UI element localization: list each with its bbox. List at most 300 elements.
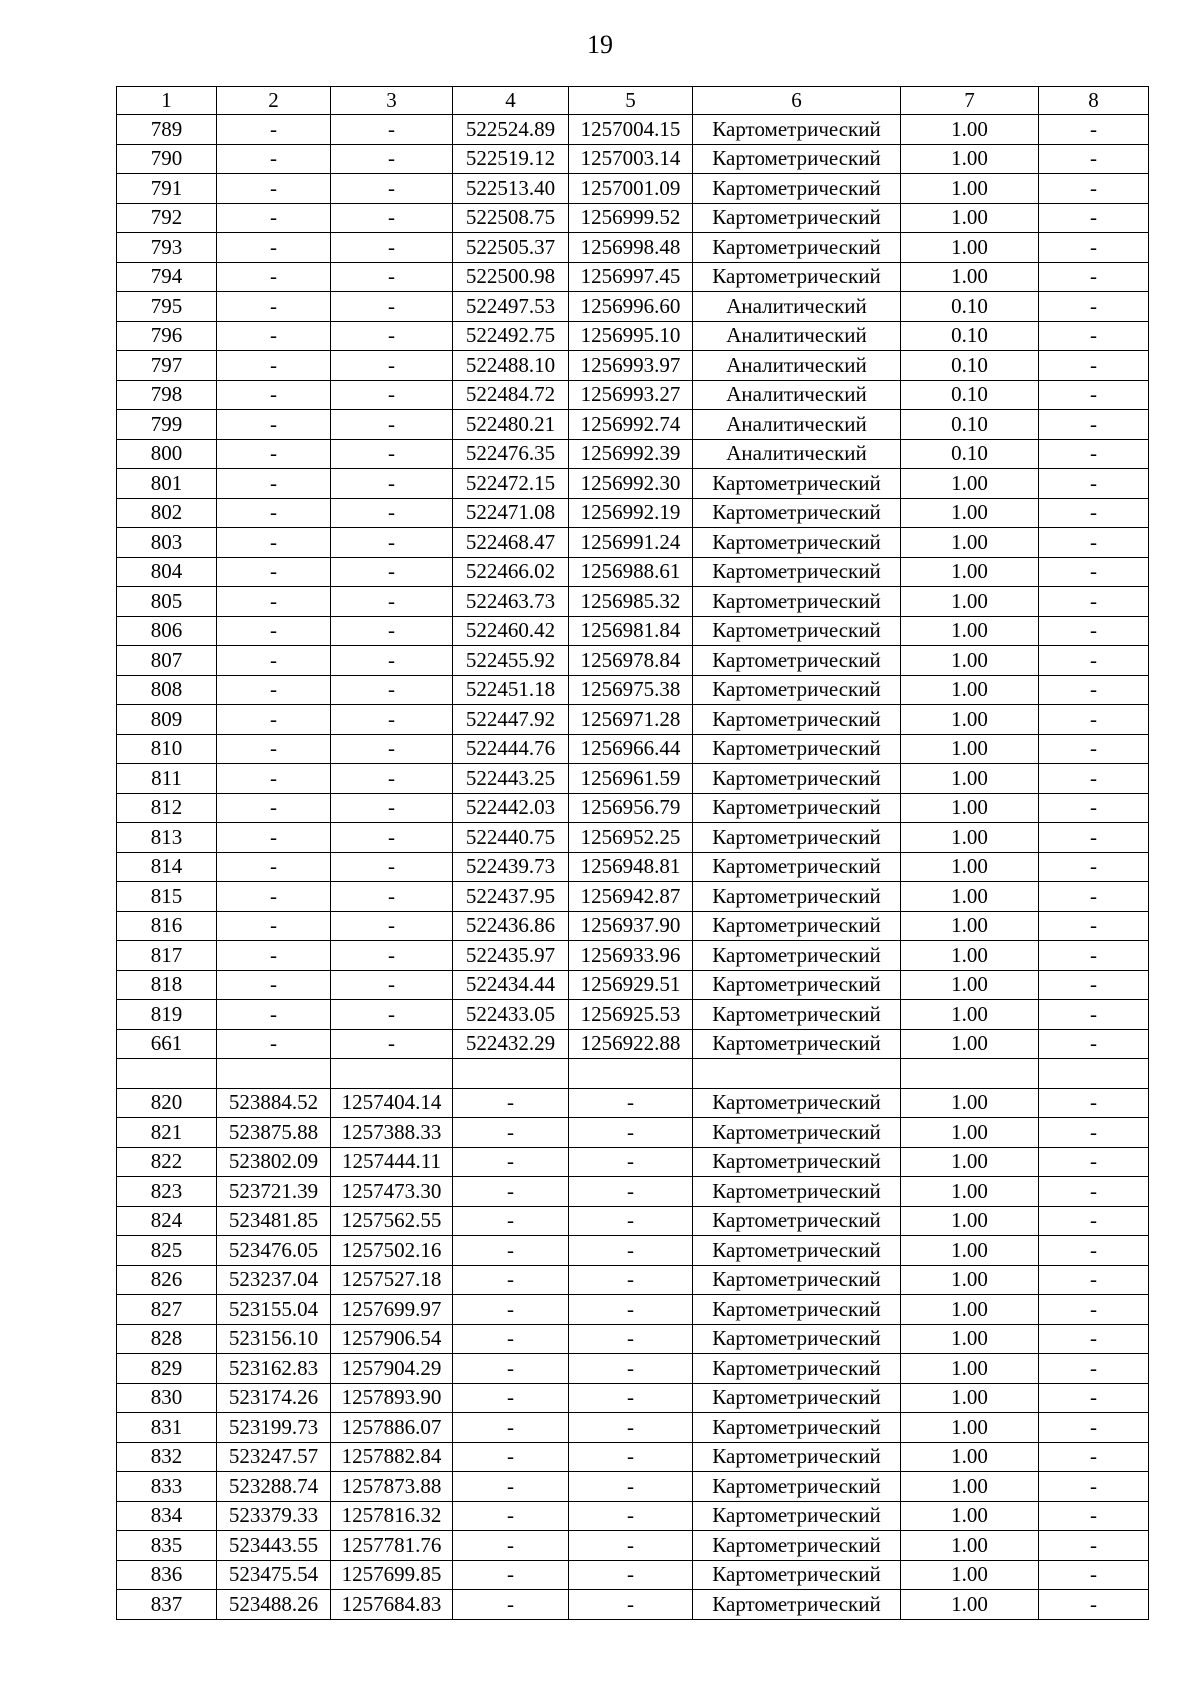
cell-col-3: - — [331, 262, 453, 292]
cell-col-2: 523174.26 — [217, 1383, 331, 1413]
table-row — [117, 1029, 1149, 1059]
point-number: 830 — [117, 1383, 217, 1413]
method-cell: Картометрический — [693, 1354, 901, 1384]
cell-col-4: 522524.89 — [453, 115, 569, 145]
table-row — [117, 233, 1149, 263]
accuracy-cell: 1.00 — [901, 616, 1039, 646]
cell-col-2: 523443.55 — [217, 1531, 331, 1561]
cell-col-8: - — [1039, 646, 1149, 676]
accuracy-cell: 1.00 — [901, 1501, 1039, 1531]
accuracy-cell: 1.00 — [901, 646, 1039, 676]
table-row — [117, 380, 1149, 410]
cell-col-2: - — [217, 262, 331, 292]
accuracy-cell: 1.00 — [901, 1295, 1039, 1325]
accuracy-cell: 1.00 — [901, 1206, 1039, 1236]
cell-col-8: - — [1039, 351, 1149, 381]
table-header-row — [117, 87, 1149, 115]
point-number: 828 — [117, 1324, 217, 1354]
method-cell: Картометрический — [693, 1531, 901, 1561]
cell-col-3: - — [331, 587, 453, 617]
cell-col-2: 523156.10 — [217, 1324, 331, 1354]
cell-col-5: 1257001.09 — [569, 174, 693, 204]
cell-col-8: - — [1039, 587, 1149, 617]
cell-col-5: - — [569, 1147, 693, 1177]
method-cell: Картометрический — [693, 1442, 901, 1472]
cell-col-3: - — [331, 380, 453, 410]
point-number: 800 — [117, 439, 217, 469]
cell-col-4: 522508.75 — [453, 203, 569, 233]
cell-col-8: - — [1039, 1000, 1149, 1030]
point-number: 661 — [117, 1029, 217, 1059]
cell-col-8: - — [1039, 734, 1149, 764]
cell-col-8: - — [1039, 823, 1149, 853]
cell-col-2: - — [217, 144, 331, 174]
accuracy-cell: 1.00 — [901, 469, 1039, 499]
cell-col-4: - — [453, 1118, 569, 1148]
point-number: 789 — [117, 115, 217, 145]
cell-col-8: - — [1039, 1531, 1149, 1561]
accuracy-cell: 0.10 — [901, 321, 1039, 351]
cell-col-8: - — [1039, 1088, 1149, 1118]
column-header: 8 — [1039, 87, 1149, 115]
table-row — [117, 321, 1149, 351]
cell-col-4: - — [453, 1206, 569, 1236]
method-cell: Картометрический — [693, 233, 901, 263]
cell-col-3: - — [331, 528, 453, 558]
point-number: 806 — [117, 616, 217, 646]
cell-col-5: - — [569, 1560, 693, 1590]
point-number: 818 — [117, 970, 217, 1000]
cell-col-3 — [331, 1059, 453, 1089]
method-cell: Картометрический — [693, 852, 901, 882]
cell-col-2: 523481.85 — [217, 1206, 331, 1236]
table-row — [117, 941, 1149, 971]
cell-col-2: - — [217, 882, 331, 912]
cell-col-2: 523379.33 — [217, 1501, 331, 1531]
cell-col-4: 522433.05 — [453, 1000, 569, 1030]
cell-col-5: - — [569, 1383, 693, 1413]
table-row — [117, 1442, 1149, 1472]
point-number: 793 — [117, 233, 217, 263]
accuracy-cell: 1.00 — [901, 852, 1039, 882]
cell-col-4: - — [453, 1354, 569, 1384]
cell-col-4: 522455.92 — [453, 646, 569, 676]
cell-col-5: - — [569, 1442, 693, 1472]
point-number: 791 — [117, 174, 217, 204]
cell-col-8: - — [1039, 970, 1149, 1000]
cell-col-3: - — [331, 144, 453, 174]
accuracy-cell: 1.00 — [901, 1265, 1039, 1295]
cell-col-4: 522432.29 — [453, 1029, 569, 1059]
accuracy-cell: 1.00 — [901, 911, 1039, 941]
cell-col-4: 522440.75 — [453, 823, 569, 853]
cell-col-4: - — [453, 1324, 569, 1354]
cell-col-8: - — [1039, 882, 1149, 912]
cell-col-8: - — [1039, 1590, 1149, 1620]
cell-col-3: 1257562.55 — [331, 1206, 453, 1236]
column-header: 3 — [331, 87, 453, 115]
cell-col-2: - — [217, 410, 331, 440]
cell-col-8: - — [1039, 1413, 1149, 1443]
cell-col-4: 522497.53 — [453, 292, 569, 322]
cell-col-8: - — [1039, 528, 1149, 558]
method-cell: Картометрический — [693, 144, 901, 174]
cell-col-4: 522442.03 — [453, 793, 569, 823]
cell-col-5: - — [569, 1501, 693, 1531]
cell-col-3: 1257816.32 — [331, 1501, 453, 1531]
cell-col-3: - — [331, 439, 453, 469]
cell-col-5: - — [569, 1265, 693, 1295]
cell-col-8: - — [1039, 911, 1149, 941]
cell-col-2: 523802.09 — [217, 1147, 331, 1177]
cell-col-2: - — [217, 646, 331, 676]
table-row — [117, 1265, 1149, 1295]
point-number: 803 — [117, 528, 217, 558]
cell-col-2: - — [217, 115, 331, 145]
table-row — [117, 1059, 1149, 1089]
cell-col-3: - — [331, 351, 453, 381]
cell-col-5: 1256981.84 — [569, 616, 693, 646]
accuracy-cell: 1.00 — [901, 557, 1039, 587]
method-cell: Картометрический — [693, 705, 901, 735]
cell-col-3: 1257893.90 — [331, 1383, 453, 1413]
method-cell: Картометрический — [693, 1501, 901, 1531]
cell-col-5: 1256992.74 — [569, 410, 693, 440]
cell-col-3: 1257388.33 — [331, 1118, 453, 1148]
cell-col-3: 1257699.97 — [331, 1295, 453, 1325]
cell-col-3: - — [331, 498, 453, 528]
method-cell: Картометрический — [693, 1236, 901, 1266]
cell-col-2: - — [217, 764, 331, 794]
cell-col-5: - — [569, 1118, 693, 1148]
table-row — [117, 1531, 1149, 1561]
method-cell: Картометрический — [693, 528, 901, 558]
cell-col-5 — [569, 1059, 693, 1089]
method-cell: Картометрический — [693, 793, 901, 823]
table-row — [117, 970, 1149, 1000]
point-number: 836 — [117, 1560, 217, 1590]
cell-col-3: - — [331, 970, 453, 1000]
cell-col-3: 1257886.07 — [331, 1413, 453, 1443]
cell-col-5: - — [569, 1324, 693, 1354]
cell-col-3: 1257904.29 — [331, 1354, 453, 1384]
accuracy-cell: 1.00 — [901, 1413, 1039, 1443]
cell-col-8: - — [1039, 1472, 1149, 1502]
cell-col-8 — [1039, 1059, 1149, 1089]
cell-col-3: - — [331, 941, 453, 971]
method-cell: Картометрический — [693, 1206, 901, 1236]
table-row — [117, 1354, 1149, 1384]
cell-col-8: - — [1039, 380, 1149, 410]
cell-col-2: - — [217, 823, 331, 853]
cell-col-2: 523155.04 — [217, 1295, 331, 1325]
cell-col-3: - — [331, 203, 453, 233]
cell-col-2: - — [217, 498, 331, 528]
point-number: 812 — [117, 793, 217, 823]
cell-col-8: - — [1039, 1147, 1149, 1177]
method-cell: Картометрический — [693, 1177, 901, 1207]
method-cell: Картометрический — [693, 469, 901, 499]
method-cell: Картометрический — [693, 174, 901, 204]
cell-col-8: - — [1039, 1324, 1149, 1354]
cell-col-3: 1257873.88 — [331, 1472, 453, 1502]
point-number: 809 — [117, 705, 217, 735]
accuracy-cell: 1.00 — [901, 262, 1039, 292]
cell-col-2: - — [217, 469, 331, 499]
method-cell: Картометрический — [693, 1413, 901, 1443]
column-header: 4 — [453, 87, 569, 115]
cell-col-4: - — [453, 1413, 569, 1443]
cell-col-5: - — [569, 1236, 693, 1266]
cell-col-3: - — [331, 233, 453, 263]
method-cell: Картометрический — [693, 1088, 901, 1118]
cell-col-5: 1256925.53 — [569, 1000, 693, 1030]
cell-col-3: - — [331, 823, 453, 853]
method-cell: Картометрический — [693, 970, 901, 1000]
point-number — [117, 1059, 217, 1089]
cell-col-4: 522436.86 — [453, 911, 569, 941]
point-number: 804 — [117, 557, 217, 587]
cell-col-2: - — [217, 852, 331, 882]
cell-col-8: - — [1039, 292, 1149, 322]
cell-col-8: - — [1039, 1029, 1149, 1059]
cell-col-8: - — [1039, 941, 1149, 971]
cell-col-5: - — [569, 1413, 693, 1443]
cell-col-4: 522476.35 — [453, 439, 569, 469]
method-cell: Картометрический — [693, 1590, 901, 1620]
point-number: 821 — [117, 1118, 217, 1148]
table-row — [117, 115, 1149, 145]
cell-col-8: - — [1039, 764, 1149, 794]
cell-col-4: 522466.02 — [453, 557, 569, 587]
cell-col-5: 1256929.51 — [569, 970, 693, 1000]
method-cell: Аналитический — [693, 410, 901, 440]
cell-col-3: 1257527.18 — [331, 1265, 453, 1295]
accuracy-cell: 1.00 — [901, 1147, 1039, 1177]
cell-col-2: 523488.26 — [217, 1590, 331, 1620]
cell-col-4: - — [453, 1472, 569, 1502]
cell-col-5: - — [569, 1531, 693, 1561]
cell-col-2: 523247.57 — [217, 1442, 331, 1472]
cell-col-4: - — [453, 1295, 569, 1325]
cell-col-2 — [217, 1059, 331, 1089]
point-number: 805 — [117, 587, 217, 617]
cell-col-5: 1256997.45 — [569, 262, 693, 292]
cell-col-5: 1256992.19 — [569, 498, 693, 528]
cell-col-4: 522488.10 — [453, 351, 569, 381]
cell-col-8: - — [1039, 439, 1149, 469]
cell-col-2: - — [217, 616, 331, 646]
cell-col-4: - — [453, 1442, 569, 1472]
accuracy-cell: 0.10 — [901, 351, 1039, 381]
table-row — [117, 1501, 1149, 1531]
cell-col-4: 522460.42 — [453, 616, 569, 646]
cell-col-3: - — [331, 705, 453, 735]
method-cell: Аналитический — [693, 292, 901, 322]
cell-col-5: 1256937.90 — [569, 911, 693, 941]
table-row — [117, 1000, 1149, 1030]
accuracy-cell: 1.00 — [901, 705, 1039, 735]
cell-col-8: - — [1039, 705, 1149, 735]
method-cell: Картометрический — [693, 587, 901, 617]
table-row — [117, 852, 1149, 882]
column-header: 6 — [693, 87, 901, 115]
accuracy-cell: 1.00 — [901, 528, 1039, 558]
cell-col-3: - — [331, 115, 453, 145]
method-cell: Картометрический — [693, 1029, 901, 1059]
cell-col-8: - — [1039, 1236, 1149, 1266]
cell-col-8: - — [1039, 262, 1149, 292]
table-row — [117, 439, 1149, 469]
cell-col-3: - — [331, 1029, 453, 1059]
cell-col-4: 522439.73 — [453, 852, 569, 882]
point-number: 799 — [117, 410, 217, 440]
cell-col-3: - — [331, 911, 453, 941]
table-row — [117, 705, 1149, 735]
point-number: 831 — [117, 1413, 217, 1443]
cell-col-3: - — [331, 469, 453, 499]
cell-col-5: 1256948.81 — [569, 852, 693, 882]
cell-col-8: - — [1039, 233, 1149, 263]
point-number: 808 — [117, 675, 217, 705]
cell-col-4: 522447.92 — [453, 705, 569, 735]
cell-col-3: 1257404.14 — [331, 1088, 453, 1118]
method-cell — [693, 1059, 901, 1089]
table-row — [117, 292, 1149, 322]
point-number: 801 — [117, 469, 217, 499]
accuracy-cell: 1.00 — [901, 1590, 1039, 1620]
accuracy-cell: 1.00 — [901, 144, 1039, 174]
table-row — [117, 1177, 1149, 1207]
point-number: 814 — [117, 852, 217, 882]
cell-col-2: - — [217, 705, 331, 735]
method-cell: Картометрический — [693, 616, 901, 646]
method-cell: Картометрический — [693, 1324, 901, 1354]
table-row — [117, 262, 1149, 292]
cell-col-2: - — [217, 557, 331, 587]
table-row — [117, 882, 1149, 912]
accuracy-cell: 1.00 — [901, 1118, 1039, 1148]
method-cell: Картометрический — [693, 1472, 901, 1502]
point-number: 820 — [117, 1088, 217, 1118]
point-number: 796 — [117, 321, 217, 351]
cell-col-4: 522505.37 — [453, 233, 569, 263]
method-cell: Картометрический — [693, 823, 901, 853]
table-row — [117, 410, 1149, 440]
accuracy-cell: 1.00 — [901, 1177, 1039, 1207]
cell-col-4: 522451.18 — [453, 675, 569, 705]
cell-col-8: - — [1039, 410, 1149, 440]
cell-col-8: - — [1039, 1442, 1149, 1472]
table-row — [117, 174, 1149, 204]
cell-col-5: 1257004.15 — [569, 115, 693, 145]
accuracy-cell: 0.10 — [901, 292, 1039, 322]
cell-col-5: 1256978.84 — [569, 646, 693, 676]
cell-col-8: - — [1039, 1354, 1149, 1384]
table-row — [117, 734, 1149, 764]
cell-col-5: 1256993.97 — [569, 351, 693, 381]
cell-col-2: 523884.52 — [217, 1088, 331, 1118]
coordinates-table — [116, 86, 1149, 1620]
table-row — [117, 557, 1149, 587]
table-row — [117, 1590, 1149, 1620]
cell-col-5: - — [569, 1590, 693, 1620]
cell-col-3: - — [331, 1000, 453, 1030]
cell-col-8: - — [1039, 174, 1149, 204]
table-row — [117, 1295, 1149, 1325]
point-number: 829 — [117, 1354, 217, 1384]
cell-col-5: 1256998.48 — [569, 233, 693, 263]
cell-col-4: 522434.44 — [453, 970, 569, 1000]
cell-col-5: 1256975.38 — [569, 675, 693, 705]
table-row — [117, 203, 1149, 233]
accuracy-cell: 1.00 — [901, 115, 1039, 145]
cell-col-8: - — [1039, 675, 1149, 705]
table-body — [117, 115, 1149, 1620]
cell-col-3: 1257882.84 — [331, 1442, 453, 1472]
cell-col-3: - — [331, 882, 453, 912]
cell-col-4: - — [453, 1560, 569, 1590]
cell-col-2: 523162.83 — [217, 1354, 331, 1384]
cell-col-3: 1257684.83 — [331, 1590, 453, 1620]
cell-col-4: - — [453, 1501, 569, 1531]
cell-col-5: 1256952.25 — [569, 823, 693, 853]
accuracy-cell: 1.00 — [901, 1354, 1039, 1384]
cell-col-8: - — [1039, 616, 1149, 646]
cell-col-5: 1256999.52 — [569, 203, 693, 233]
cell-col-3: - — [331, 292, 453, 322]
method-cell: Картометрический — [693, 675, 901, 705]
cell-col-4: 522443.25 — [453, 764, 569, 794]
cell-col-8: - — [1039, 469, 1149, 499]
cell-col-8: - — [1039, 1265, 1149, 1295]
cell-col-3: - — [331, 734, 453, 764]
accuracy-cell: 1.00 — [901, 1442, 1039, 1472]
accuracy-cell: 1.00 — [901, 1560, 1039, 1590]
accuracy-cell: 1.00 — [901, 734, 1039, 764]
cell-col-8: - — [1039, 1560, 1149, 1590]
cell-col-8: - — [1039, 144, 1149, 174]
cell-col-3: 1257473.30 — [331, 1177, 453, 1207]
cell-col-8: - — [1039, 1177, 1149, 1207]
cell-col-8: - — [1039, 1295, 1149, 1325]
cell-col-2: - — [217, 587, 331, 617]
column-header: 2 — [217, 87, 331, 115]
cell-col-4: - — [453, 1590, 569, 1620]
accuracy-cell — [901, 1059, 1039, 1089]
table-row — [117, 351, 1149, 381]
cell-col-2: - — [217, 203, 331, 233]
cell-col-3: - — [331, 321, 453, 351]
cell-col-4 — [453, 1059, 569, 1089]
accuracy-cell: 1.00 — [901, 1088, 1039, 1118]
cell-col-2: - — [217, 321, 331, 351]
cell-col-4: 522471.08 — [453, 498, 569, 528]
cell-col-4: 522437.95 — [453, 882, 569, 912]
cell-col-4: 522492.75 — [453, 321, 569, 351]
cell-col-5: 1256966.44 — [569, 734, 693, 764]
cell-col-5: 1256961.59 — [569, 764, 693, 794]
point-number: 790 — [117, 144, 217, 174]
method-cell: Картометрический — [693, 1147, 901, 1177]
accuracy-cell: 1.00 — [901, 1531, 1039, 1561]
cell-col-5: - — [569, 1177, 693, 1207]
method-cell: Картометрический — [693, 882, 901, 912]
accuracy-cell: 1.00 — [901, 882, 1039, 912]
method-cell: Картометрический — [693, 1383, 901, 1413]
table-row — [117, 1324, 1149, 1354]
accuracy-cell: 0.10 — [901, 410, 1039, 440]
